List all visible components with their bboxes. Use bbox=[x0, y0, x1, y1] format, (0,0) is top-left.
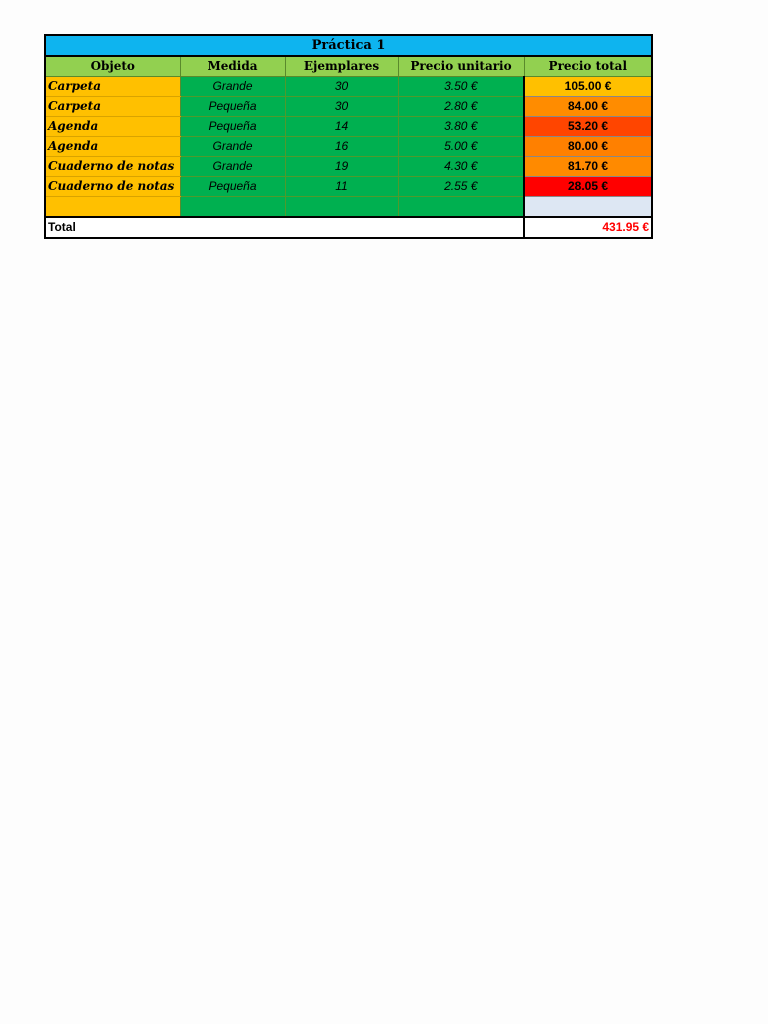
cell-ejemplares[interactable]: 19 bbox=[285, 157, 398, 177]
cell-precio-unitario[interactable]: 2.80 € bbox=[398, 97, 524, 117]
cell-objeto[interactable]: Agenda bbox=[45, 117, 180, 137]
cell-medida[interactable]: Grande bbox=[180, 137, 285, 157]
cell-precio-total[interactable]: 81.70 € bbox=[524, 157, 652, 177]
empty-cell-objeto[interactable] bbox=[45, 197, 180, 218]
empty-cell-medida[interactable] bbox=[180, 197, 285, 218]
cell-ejemplares[interactable]: 11 bbox=[285, 177, 398, 197]
cell-medida[interactable]: Pequeña bbox=[180, 117, 285, 137]
cell-objeto[interactable]: Cuaderno de notas bbox=[45, 157, 180, 177]
empty-row bbox=[45, 197, 652, 218]
cell-precio-total[interactable]: 53.20 € bbox=[524, 117, 652, 137]
header-medida[interactable]: Medida bbox=[180, 56, 285, 77]
table-row bbox=[45, 97, 652, 117]
empty-cell-ejemplares[interactable] bbox=[285, 197, 398, 218]
header-objeto[interactable]: Objeto bbox=[45, 56, 180, 77]
cell-precio-total[interactable]: 84.00 € bbox=[524, 97, 652, 117]
cell-precio-unitario[interactable]: 2.55 € bbox=[398, 177, 524, 197]
header-precio-unitario[interactable]: Precio unitario bbox=[398, 56, 524, 77]
cell-ejemplares[interactable]: 14 bbox=[285, 117, 398, 137]
header-ejemplares[interactable]: Ejemplares bbox=[285, 56, 398, 77]
empty-cell-precio-unitario[interactable] bbox=[398, 197, 524, 218]
table-title[interactable]: Práctica 1 bbox=[45, 35, 652, 56]
cell-objeto[interactable]: Carpeta bbox=[45, 97, 180, 117]
total-label[interactable]: Total bbox=[45, 217, 524, 238]
cell-precio-total[interactable]: 105.00 € bbox=[524, 77, 652, 97]
table-row bbox=[45, 177, 652, 197]
cell-ejemplares[interactable]: 30 bbox=[285, 77, 398, 97]
cell-precio-unitario[interactable]: 3.80 € bbox=[398, 117, 524, 137]
cell-precio-unitario[interactable]: 5.00 € bbox=[398, 137, 524, 157]
cell-precio-total[interactable]: 28.05 € bbox=[524, 177, 652, 197]
cell-ejemplares[interactable]: 16 bbox=[285, 137, 398, 157]
cell-objeto[interactable]: Carpeta bbox=[45, 77, 180, 97]
total-value[interactable]: 431.95 € bbox=[524, 217, 652, 238]
cell-objeto[interactable]: Agenda bbox=[45, 137, 180, 157]
table-row bbox=[45, 157, 652, 177]
cell-precio-unitario[interactable]: 4.30 € bbox=[398, 157, 524, 177]
empty-cell-precio-total[interactable] bbox=[524, 197, 652, 218]
header-precio-total[interactable]: Precio total bbox=[524, 56, 652, 77]
cell-medida[interactable]: Pequeña bbox=[180, 97, 285, 117]
table-row bbox=[45, 117, 652, 137]
cell-medida[interactable]: Grande bbox=[180, 157, 285, 177]
cell-precio-unitario[interactable]: 3.50 € bbox=[398, 77, 524, 97]
table-row bbox=[45, 77, 652, 97]
cell-objeto[interactable]: Cuaderno de notas bbox=[45, 177, 180, 197]
table-row bbox=[45, 137, 652, 157]
total-row bbox=[45, 217, 652, 238]
cell-medida[interactable]: Grande bbox=[180, 77, 285, 97]
cell-ejemplares[interactable]: 30 bbox=[285, 97, 398, 117]
cell-precio-total[interactable]: 80.00 € bbox=[524, 137, 652, 157]
data-table bbox=[44, 34, 653, 239]
cell-medida[interactable]: Pequeña bbox=[180, 177, 285, 197]
